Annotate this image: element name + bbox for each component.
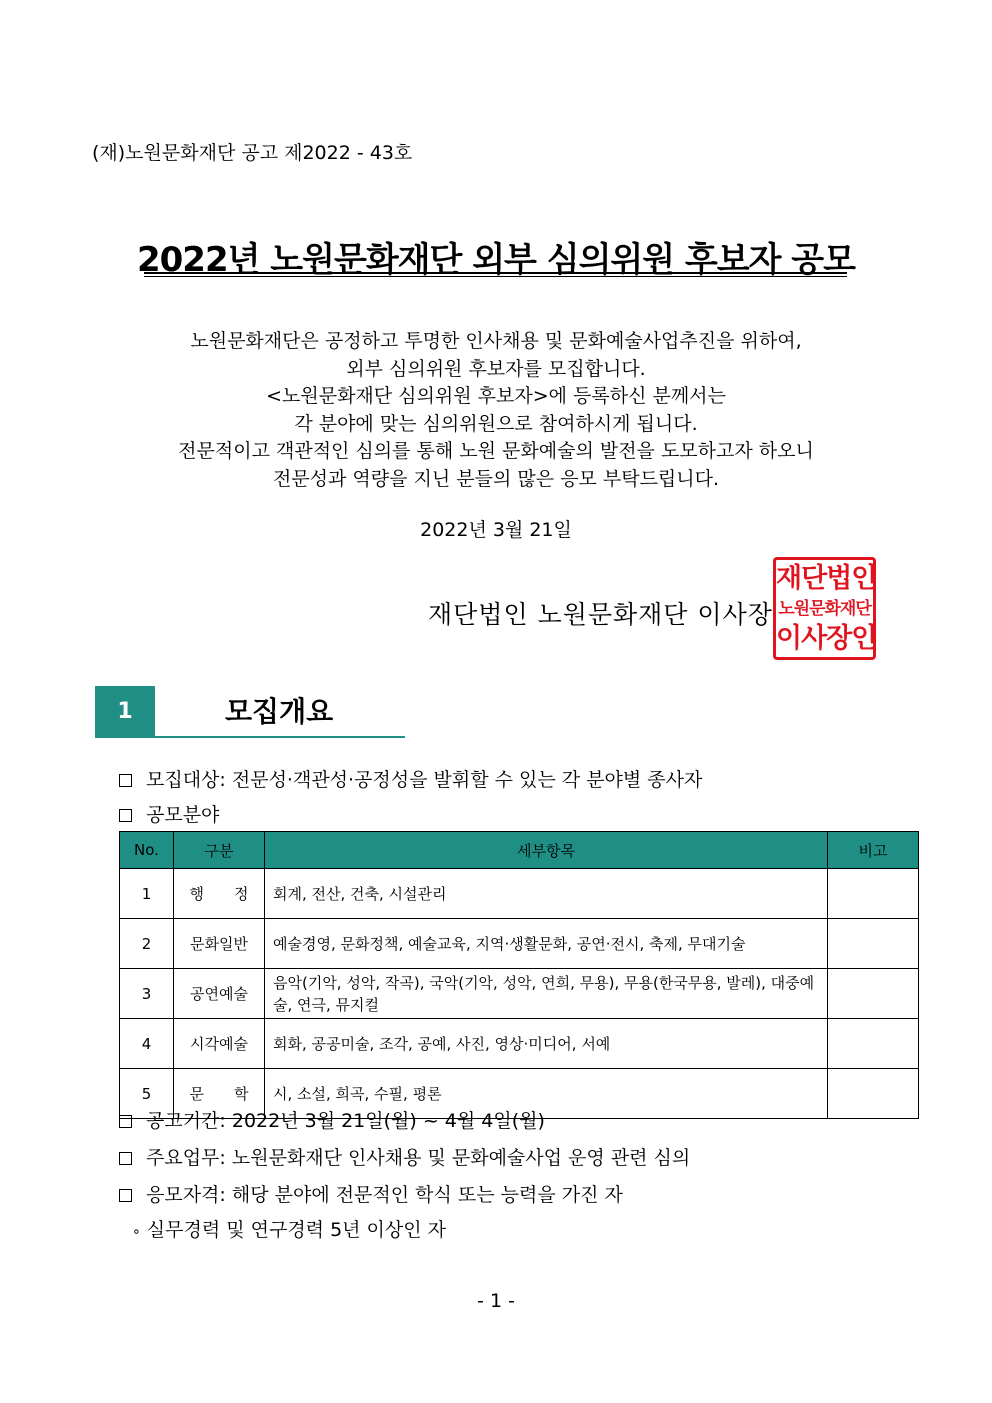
square-bullet-icon xyxy=(119,1152,132,1165)
intro-line: 전문적이고 객관적인 심의를 통해 노원 문화예술의 발전을 도모하고자 하오니 xyxy=(178,440,814,463)
bullet-text: 공고기간: 2022년 3월 21일(월) ~ 4월 4일(월) xyxy=(146,1110,545,1132)
bullet-duties xyxy=(119,1143,690,1170)
cell-note xyxy=(828,1019,919,1069)
cell-note xyxy=(828,919,919,969)
section-title: 모집개요 xyxy=(225,695,334,728)
intro-line: 노원문화재단은 공정하고 투명한 인사채용 및 문화예술사업추진을 위하여, xyxy=(190,330,802,352)
announcement-date: 2022년 3월 21일 xyxy=(420,519,572,541)
section-underline xyxy=(95,736,405,738)
table-row xyxy=(120,869,919,919)
cell-details: 시, 소설, 희곡, 수필, 평론 xyxy=(265,1069,828,1119)
cell-no: 1 xyxy=(120,869,174,919)
table-row xyxy=(120,919,919,969)
table-row xyxy=(120,969,919,1019)
cell-details: 예술경영, 문화정책, 예술교육, 지역·생활문화, 공연·전시, 축제, 무대기술 xyxy=(265,919,828,969)
seal-line: 재단법인 xyxy=(776,563,877,594)
seal-line: 이사장인 xyxy=(776,623,877,654)
bullet-text: 모집대상: 전문성·객관성·공정성을 발휘할 수 있는 각 분야별 종사자 xyxy=(146,769,703,791)
square-bullet-icon xyxy=(119,1115,132,1128)
cell-note xyxy=(828,1069,919,1119)
cell-category: 시각예술 xyxy=(174,1019,265,1069)
table-header-row xyxy=(120,832,919,869)
intro-line: 전문성과 역량을 지닌 분들의 많은 응모 부탁드립니다. xyxy=(272,467,720,490)
cell-category: 문화일반 xyxy=(174,919,265,969)
cell-note xyxy=(828,969,919,1019)
cell-category: 공연예술 xyxy=(174,969,265,1019)
title-underline xyxy=(144,272,847,274)
bullet-fields xyxy=(119,800,219,827)
square-bullet-icon xyxy=(119,809,132,822)
cell-no: 2 xyxy=(120,919,174,969)
section-number: 1 xyxy=(95,686,155,738)
circle-bullet-icon: ∘ xyxy=(132,1224,141,1240)
title-underline xyxy=(144,276,847,277)
page-number: - 1 - xyxy=(477,1290,515,1312)
fields-table xyxy=(119,831,919,1119)
notice-number: (재)노원문화재단 공고 제2022 - 43호 xyxy=(92,142,413,164)
header-details: 세부항목 xyxy=(265,832,828,869)
bullet-qualification xyxy=(119,1180,623,1207)
cell-details: 회계, 전산, 건축, 시설관리 xyxy=(265,869,828,919)
intro-line: 각 분야에 맞는 심의위원으로 참여하시게 됩니다. xyxy=(294,412,698,435)
bullet-text: 주요업무: 노원문화재단 인사채용 및 문화예술사업 운영 관련 심의 xyxy=(146,1147,691,1169)
header-no: No. xyxy=(120,832,174,869)
header-category: 구분 xyxy=(174,832,265,869)
page-title: 2022년 노원문화재단 외부 심의위원 후보자 공모 xyxy=(136,240,855,280)
square-bullet-icon xyxy=(119,774,132,787)
cell-no: 5 xyxy=(120,1069,174,1119)
intro-line: 외부 심의위원 후보자를 모집합니다. xyxy=(346,357,646,380)
cell-category: 문 학 xyxy=(174,1069,265,1119)
seal-line: 노원문화재단 xyxy=(778,599,871,619)
cell-category: 행 정 xyxy=(174,869,265,919)
intro-line: <노원문화재단 심의위원 후보자>에 등록하신 분께서는 xyxy=(266,385,726,408)
official-seal xyxy=(773,557,876,660)
header-note: 비고 xyxy=(828,832,919,869)
cell-no: 3 xyxy=(120,969,174,1019)
sub-bullet-text: 실무경력 및 연구경력 5년 이상인 자 xyxy=(146,1219,447,1241)
bullet-period xyxy=(119,1106,545,1133)
cell-no: 4 xyxy=(120,1019,174,1069)
bullet-text: 응모자격: 해당 분야에 전문적인 학식 또는 능력을 가진 자 xyxy=(146,1184,623,1206)
cell-details: 음악(기악, 성악, 작곡), 국악(기악, 성악, 연희, 무용), 무용(한국무용, 발레), 대중예술, 연극, 뮤지컬 xyxy=(265,969,828,1019)
cell-details: 회화, 공공미술, 조각, 공예, 사진, 영상·미디어, 서예 xyxy=(265,1019,828,1069)
bullet-recruit-target xyxy=(119,765,702,792)
intro-paragraph xyxy=(0,328,992,494)
square-bullet-icon xyxy=(119,1189,132,1202)
cell-note xyxy=(828,869,919,919)
bullet-text: 공모분야 xyxy=(146,804,220,826)
sub-bullet-experience xyxy=(132,1215,446,1242)
signer: 재단법인 노원문화재단 이사장 xyxy=(428,600,773,629)
table-row xyxy=(120,1019,919,1069)
